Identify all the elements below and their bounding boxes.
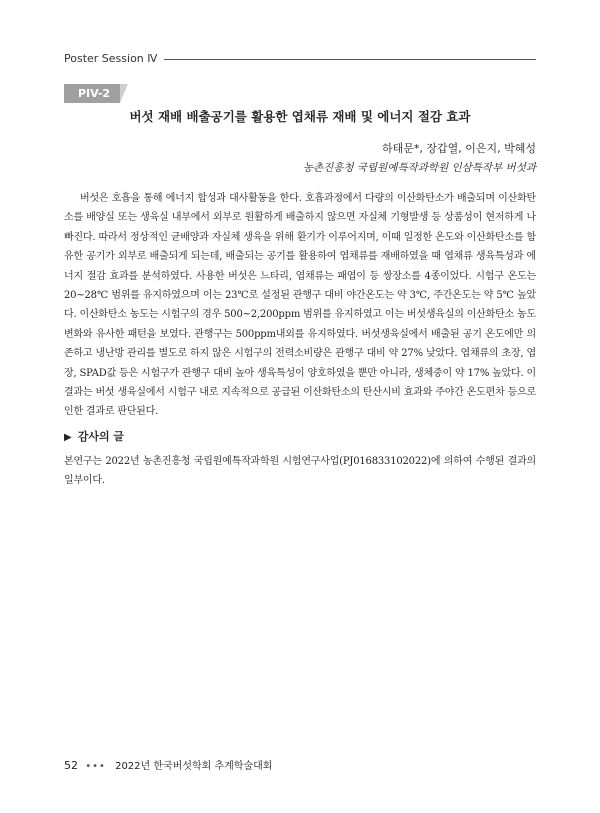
acknowledgment-heading-text: 감사의 글 xyxy=(77,430,125,443)
badge-tail-shape xyxy=(120,84,128,103)
acknowledgment-heading xyxy=(64,428,124,444)
header-rule xyxy=(164,59,536,60)
page-number: 52 xyxy=(64,759,78,772)
acknowledgment-body: 본연구는 2022년 농촌진흥청 국립원예특작과학원 시험연구사업(PJ016833102022)에 의하여 수행된 결과의 일부이다. xyxy=(64,456,536,487)
page-footer xyxy=(64,757,272,772)
paper-title: 버섯 재배 배출공기를 활용한 엽채류 재배 및 에너지 절감 효과 xyxy=(129,109,471,124)
running-header xyxy=(64,51,536,67)
section-label: Poster Session Ⅳ xyxy=(64,52,158,65)
triangle-bullet-icon: ▶ xyxy=(64,432,72,443)
poster-code-badge: PIV-2 xyxy=(64,84,120,103)
paper-authors: 하태문*, 장갑열, 이은지, 박혜성 xyxy=(382,142,536,155)
abstract-body: 버섯은 호흡을 통해 에너지 합성과 대사활동을 한다. 호흡과정에서 다량의 이산화탄소가 배출되며 이산화탄소를 배양실 또는 생육실 내부에서 외부로 원활하게 배출하지 않으면 자실체 기형발생 등 상품성이 현저하게 나빠진다. 따라서 정상적인 균배양과 자실체 생육을 위해 환기가 이루어지며, 이때 일정한 온도와 이산화탄소를 함유한 공기가 외부로 배출되게 되는데, 배출되는 공기를 활용하여 엽채류를 재배하였을 때 엽채류 생육특성과 에너지 절감 효과를 분석하였다. 사용한 버섯은 느타리, 엽채류는 패엽이 등 쌍장소를 4종이었다. 시험구 온도는 20~28℃ 범위를 유지하였으며 이는 23℃로 설정된 관행구 대비 야간온도는 약 3℃, 주간온도는 약 5℃ 높았다. 이산화탄소 농도는 시험구의 경우 500~2,200ppm 범위를 유지하였고 이는 버섯생육실의 이산화탄소 농도변화와 유사한 패턴을 보였다. 관행구는 500ppm내외를 유지하였다. 버섯생육실에서 배출된 공기 온도에만 의존하고 냉난방 관리를 별도로 하지 않은 시험구의 전력소비량은 관행구 대비 약 27% 낮았다. 엽채류의 초장, 엽장, SPAD값 등은 시험구가 관행구 대비 높아 생육특성이 양호하였을 뿐만 아니라, 생체중이 약 17% 높았다. 이 결과는 버섯 생육실에서 시험구 내로 지속적으로 공급된 이산화탄소의 탄산시비 효과와 주야간 온도편차 등으로 인한 결과로 판단된다. xyxy=(64,193,536,418)
conference-name: 2022년 한국버섯학회 추계학술대회 xyxy=(115,761,273,772)
footer-dots: ••• xyxy=(85,761,106,772)
paper-affiliation: 농촌진흥청 국립원예특작과학원 인삼특작부 버섯과 xyxy=(302,162,536,174)
